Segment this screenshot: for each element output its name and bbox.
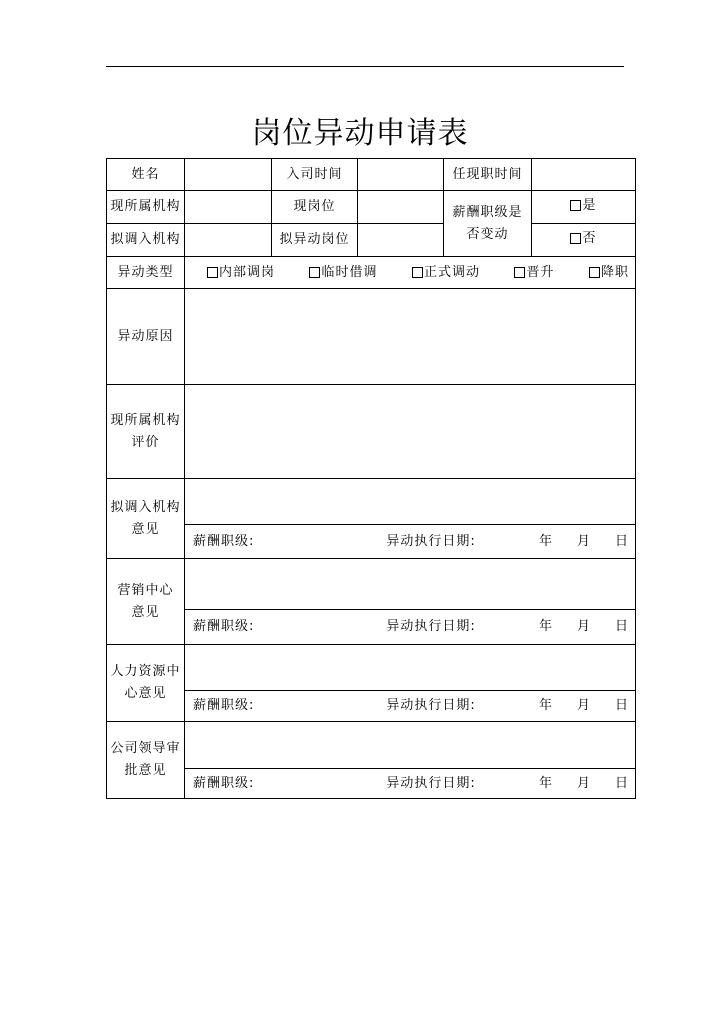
- application-form-table: [106, 158, 636, 799]
- option-checkbox[interactable]: [589, 267, 600, 278]
- join-date-field[interactable]: [358, 159, 444, 191]
- exec-date-label: 异动执行日期:: [386, 533, 476, 549]
- sign-line: [185, 769, 636, 799]
- change-type-options: [185, 257, 636, 289]
- reason-field[interactable]: [185, 289, 636, 385]
- form-row-marketing-sign: [107, 610, 636, 645]
- hr-opinion-field[interactable]: [185, 645, 636, 691]
- form-row-hr-sign: [107, 691, 636, 722]
- target-org-field[interactable]: [185, 224, 272, 257]
- form-row-current-eval: [107, 385, 636, 479]
- option-internal-transfer[interactable]: [207, 262, 275, 284]
- salary-change-no[interactable]: [532, 224, 636, 257]
- appoint-date-label: 任现职时间: [444, 159, 532, 191]
- form-row-hr-opinion: [107, 645, 636, 691]
- sign-line: [185, 610, 636, 645]
- month-label: 月: [576, 698, 591, 713]
- option-label: 正式调动: [423, 264, 480, 280]
- option-promotion[interactable]: [514, 262, 554, 284]
- yes-checkbox[interactable]: [570, 200, 581, 211]
- salary-change-yes[interactable]: [532, 191, 636, 224]
- option-temporary-secondment[interactable]: [309, 262, 377, 284]
- current-post-label: 现岗位: [272, 191, 358, 224]
- salary-grade-label: 薪酬职级:: [193, 775, 255, 791]
- target-org-opinion-field[interactable]: [185, 479, 636, 525]
- target-org-opinion-label: 拟调入机构意见: [107, 479, 185, 559]
- exec-date-label: 异动执行日期:: [386, 698, 476, 713]
- current-post-field[interactable]: [358, 191, 444, 224]
- appoint-date-field[interactable]: [532, 159, 636, 191]
- current-org-eval-field[interactable]: [185, 385, 636, 479]
- option-label: 降职: [600, 264, 629, 280]
- exec-date-label: 异动执行日期:: [386, 619, 476, 634]
- year-label: 年: [538, 698, 553, 713]
- no-label: 否: [582, 230, 597, 246]
- option-formal-transfer[interactable]: [412, 262, 480, 284]
- form-row-reason: [107, 289, 636, 385]
- year-label: 年: [538, 775, 553, 791]
- month-label: 月: [576, 775, 591, 791]
- day-label: 日: [614, 698, 629, 713]
- target-org-label: 拟调入机构: [107, 224, 185, 257]
- option-label: 内部调岗: [219, 264, 276, 280]
- no-checkbox[interactable]: [570, 233, 581, 244]
- day-label: 日: [614, 775, 629, 791]
- salary-grade-label: 薪酬职级:: [193, 619, 255, 634]
- header-rule: [106, 66, 624, 67]
- option-checkbox[interactable]: [207, 267, 218, 278]
- option-checkbox[interactable]: [412, 267, 423, 278]
- form-row-target-org-opinion: [107, 479, 636, 525]
- day-label: 日: [614, 619, 629, 634]
- form-row-leadership-sign: [107, 769, 636, 799]
- leadership-opinion-field[interactable]: [185, 722, 636, 769]
- hr-opinion-label: 人力资源中心意见: [107, 645, 185, 722]
- option-label: 临时借调: [321, 264, 378, 280]
- current-org-eval-label: 现所属机构评价: [107, 385, 185, 479]
- option-label: 晋升: [526, 264, 555, 280]
- salary-change-label: 薪酬职级是否变动: [444, 191, 532, 257]
- name-field[interactable]: [185, 159, 272, 191]
- form-row-target-org-sign: [107, 525, 636, 559]
- marketing-opinion-label: 营销中心意见: [107, 559, 185, 645]
- form-row-current: [107, 191, 636, 224]
- option-checkbox[interactable]: [309, 267, 320, 278]
- name-label: 姓名: [107, 159, 185, 191]
- year-label: 年: [538, 533, 553, 549]
- form-row-target: [107, 224, 636, 257]
- change-type-label: 异动类型: [107, 257, 185, 289]
- target-post-field[interactable]: [358, 224, 444, 257]
- salary-grade-label: 薪酬职级:: [193, 698, 255, 713]
- join-date-label: 入司时间: [272, 159, 358, 191]
- sign-line: [185, 525, 636, 559]
- option-demotion[interactable]: [589, 262, 629, 284]
- leadership-opinion-label: 公司领导审批意见: [107, 722, 185, 799]
- form-row-leadership-opinion: [107, 722, 636, 769]
- form-title: 岗位异动申请表: [251, 116, 469, 151]
- form-row-change-type: [107, 257, 636, 289]
- reason-label: 异动原因: [107, 289, 185, 385]
- form-row-basic: [107, 159, 636, 191]
- salary-grade-label: 薪酬职级:: [193, 533, 255, 549]
- exec-date-label: 异动执行日期:: [386, 775, 476, 791]
- marketing-opinion-field[interactable]: [185, 559, 636, 610]
- current-org-label: 现所属机构: [107, 191, 185, 224]
- month-label: 月: [576, 619, 591, 634]
- current-org-field[interactable]: [185, 191, 272, 224]
- sign-line: [185, 691, 636, 722]
- year-label: 年: [538, 619, 553, 634]
- month-label: 月: [576, 533, 591, 549]
- day-label: 日: [614, 533, 629, 549]
- form-row-marketing-opinion: [107, 559, 636, 610]
- yes-label: 是: [582, 197, 597, 213]
- target-post-label: 拟异动岗位: [272, 224, 358, 257]
- option-checkbox[interactable]: [514, 267, 525, 278]
